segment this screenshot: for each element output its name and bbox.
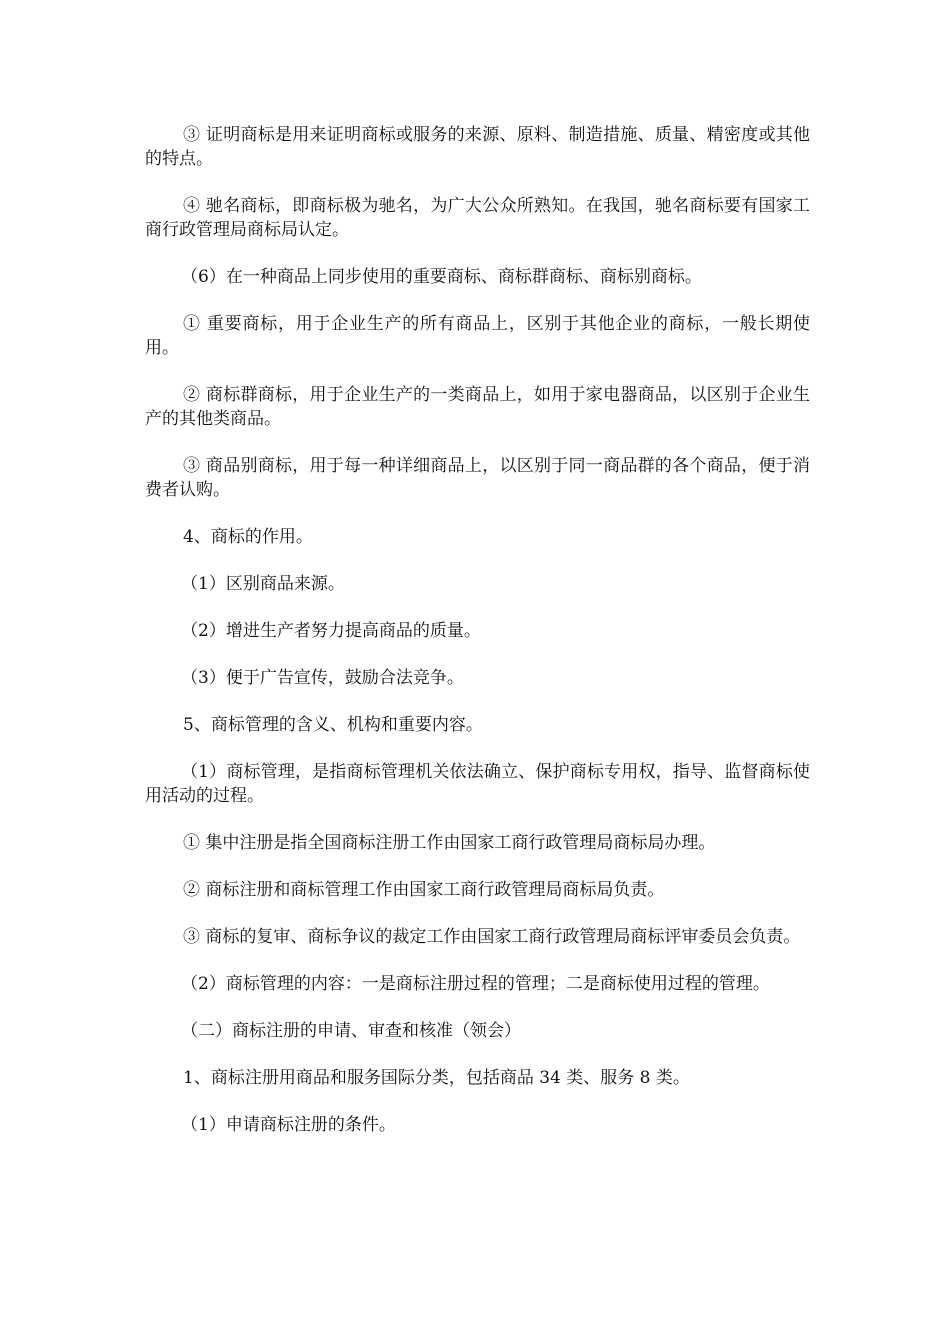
list-item-application-conditions: （1）申请商标注册的条件。 <box>181 1115 396 1135</box>
paragraph-certification-mark: ③ 证明商标是用来证明商标或服务的来源、原料、制造措施、质量、精密度或其他的特点。 <box>145 125 810 169</box>
list-item-role-3: （3）便于广告宣传，鼓励合法竞争。 <box>181 668 464 688</box>
heading-registration-application: （二）商标注册的申请、审查和核准（领会） <box>181 1021 521 1041</box>
heading-trademark-management: 5、商标管理的含义、机构和重要内容。 <box>183 715 483 735</box>
paragraph-centralized-registration: ① 集中注册是指全国商标注册工作由国家工商行政管理局商标局办理。 <box>183 833 716 853</box>
paragraph-group-mark: ② 商标群商标，用于企业生产的一类商品上，如用于家电器商品，以区别于企业生产的其他类商品。 <box>145 385 810 429</box>
list-item-role-1: （1）区别商品来源。 <box>181 574 345 594</box>
paragraph-main-mark: ① 重要商标，用于企业生产的所有商品上，区别于其他企业的商标，一般长期使用。 <box>145 314 810 358</box>
document-body <box>145 123 810 1160</box>
list-item-role-2: （2）增进生产者努力提高商品的质量。 <box>181 621 481 641</box>
paragraph-management-definition: （1）商标管理，是指商标管理机关依法确立、保护商标专用权，指导、监督商标使用活动的过程。 <box>145 762 810 806</box>
paragraph-review-board: ③ 商标的复审、商标争议的裁定工作由国家工商行政管理局商标评审委员会负责。 <box>183 927 801 947</box>
paragraph-international-classification: 1、商标注册用商品和服务国际分类，包括商品 34 类、服务 8 类。 <box>183 1068 690 1088</box>
paragraph-well-known-mark: ④ 驰名商标，即商标极为驰名，为广大公众所熟知。在我国，驰名商标要有国家工商行政管理局商标局认定。 <box>145 196 810 240</box>
paragraph-management-content: （2）商标管理的内容：一是商标注册过程的管理；二是商标使用过程的管理。 <box>181 974 770 994</box>
paragraph-registration-office: ② 商标注册和商标管理工作由国家工商行政管理局商标局负责。 <box>183 880 665 900</box>
paragraph-section-6: （6）在一种商品上同步使用的重要商标、商标群商标、商标别商标。 <box>181 267 702 287</box>
heading-trademark-role: 4、商标的作用。 <box>183 527 313 547</box>
paragraph-product-mark: ③ 商品别商标，用于每一种详细商品上，以区别于同一商品群的各个商品，便于消费者认购。 <box>145 456 810 500</box>
